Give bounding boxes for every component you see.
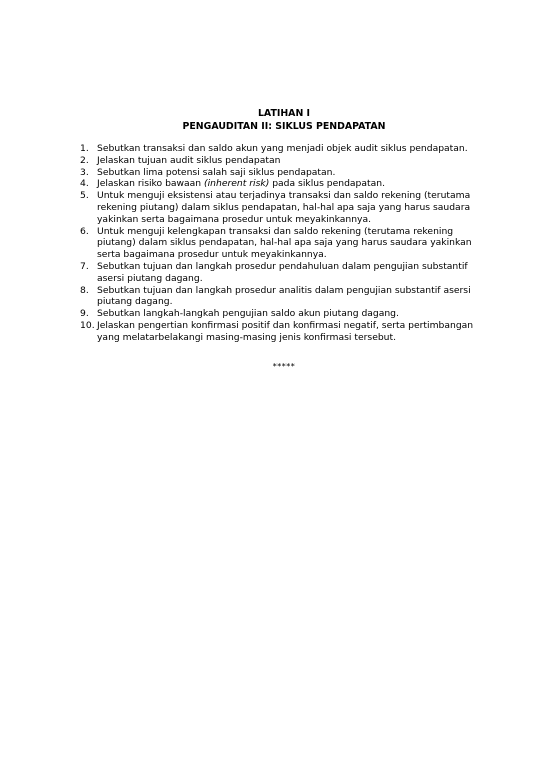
list-item [80, 155, 490, 167]
item-text: Untuk menguji kelengkapan transaksi dan saldo rekening (terutama rekening piutang) dalam siklus pendapatan, hal-hal apa saja yang harus saudara yakinkan serta bagaimana prosedur untuk meyakinkannya. [97, 225, 472, 261]
list-item [80, 167, 490, 179]
item-text: Sebutkan tujuan dan langkah prosedur pendahuluan dalam pengujian substantif asersi piutang dagang. [97, 260, 468, 284]
item-text-end: pada siklus pendapatan. [269, 178, 385, 190]
item-number: 6. [80, 225, 89, 237]
item-text-italic: (inherent risk) [204, 178, 270, 190]
question-list [80, 143, 490, 344]
item-number: 4. [80, 178, 89, 190]
list-item [80, 320, 490, 344]
item-text: Sebutkan lima potensi salah saji siklus pendapatan. [97, 166, 336, 178]
list-item [80, 285, 490, 309]
item-text [97, 178, 490, 190]
item-number: 5. [80, 190, 89, 202]
item-text: Jelaskan tujuan audit siklus pendapatan [97, 154, 281, 166]
item-text: Untuk menguji eksistensi atau terjadinya transaksi dan saldo rekening (terutama rekening piutang) dalam siklus pendapatan, hal-hal apa saja yang harus saudara yakinkan serta bagaimana prosedur untuk meyakinkannya. [97, 190, 471, 225]
item-text: Sebutkan transaksi dan saldo akun yang menjadi objek audit siklus pendapatan. [97, 143, 468, 154]
document-title: LATIHAN I [257, 108, 311, 119]
item-number: 8. [80, 284, 89, 296]
list-item [80, 190, 490, 225]
item-text: Sebutkan langkah-langkah pengujian saldo akun piutang dagang. [97, 308, 399, 320]
list-item [80, 308, 490, 320]
item-number: 9. [80, 308, 89, 320]
item-number: 2. [80, 154, 89, 166]
item-text: Sebutkan tujuan dan langkah prosedur analitis dalam pengujian substantif asersi piutang dagang. [97, 284, 471, 308]
list-item [80, 261, 490, 285]
item-text-start: Jelaskan risiko bawaan [97, 178, 205, 190]
list-item [80, 226, 490, 261]
document-subtitle: PENGAUDITAN II: SIKLUS PENDAPATAN [182, 121, 386, 132]
item-text: Jelaskan pengertian konfirmasi positif dan konfirmasi negatif, serta pertimbangan yang melatarbelakangi masing-masing jenis konfirmasi tersebut. [97, 319, 474, 343]
item-number: 1. [80, 143, 89, 154]
item-number: 3. [80, 166, 89, 178]
end-marker: ***** [272, 362, 296, 371]
list-item [80, 143, 490, 155]
item-number: 7. [80, 260, 89, 272]
item-number: 10. [80, 319, 95, 331]
list-item [80, 178, 490, 190]
